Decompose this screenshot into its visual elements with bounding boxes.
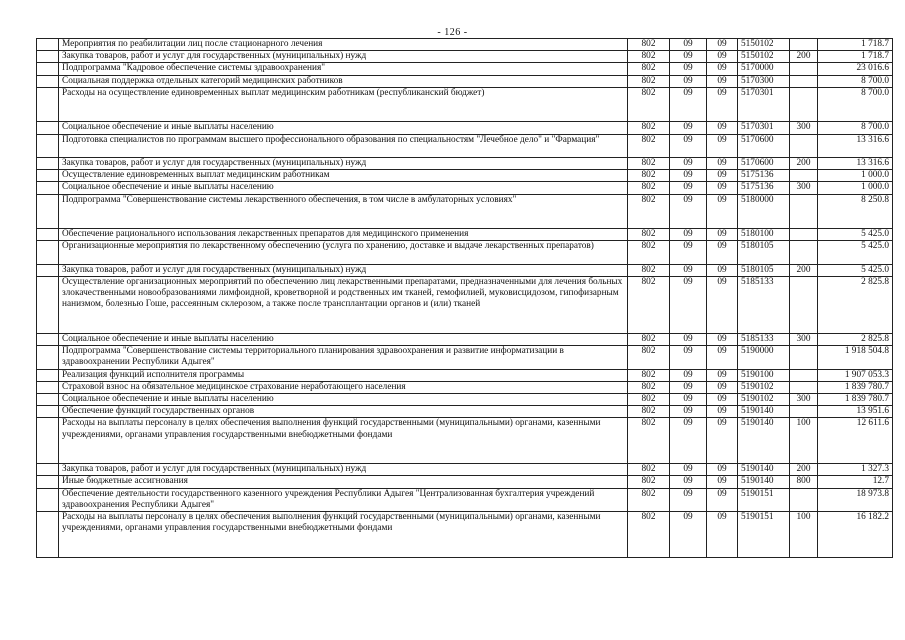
expense-name-cell: Закупка товаров, работ и услуг для государственных (муниципальных) нужд [59, 464, 628, 476]
row-marker-cell [37, 87, 59, 122]
department-code-cell: 802 [628, 418, 670, 464]
expense-name-cell: Страховой взнос на обязательное медицинское страхование неработающего населения [59, 381, 628, 393]
expense-type-cell: 300 [790, 334, 818, 346]
department-code-cell: 802 [628, 346, 670, 369]
subsection-code-cell: 09 [707, 170, 738, 182]
subsection-code-cell: 09 [707, 51, 738, 63]
section-code-cell: 09 [670, 346, 707, 369]
department-code-cell: 802 [628, 381, 670, 393]
budget-table [36, 38, 893, 558]
amount-cell: 13 316.6 [818, 134, 893, 157]
amount-cell: 5 425.0 [818, 241, 893, 264]
row-marker-cell [37, 334, 59, 346]
expense-name-cell: Социальное обеспечение и иные выплаты населению [59, 394, 628, 406]
section-code-cell: 09 [670, 512, 707, 558]
subsection-code-cell: 09 [707, 122, 738, 134]
row-marker-cell [37, 488, 59, 511]
amount-cell: 1 000.0 [818, 182, 893, 194]
amount-cell: 13 951.6 [818, 406, 893, 418]
section-code-cell: 09 [670, 182, 707, 194]
expense-name-cell: Расходы на выплаты персоналу в целях обеспечения выполнения функций государственными (муниципальными) органами, казенными учреждениями, органами управления государственными внебюджетными фондами [59, 418, 628, 464]
target-article-cell: 5190102 [738, 381, 790, 393]
section-code-cell: 09 [670, 264, 707, 276]
target-article-cell: 5170301 [738, 87, 790, 122]
department-code-cell: 802 [628, 464, 670, 476]
expense-type-cell [790, 406, 818, 418]
subsection-code-cell: 09 [707, 229, 738, 241]
table-row [37, 194, 893, 229]
department-code-cell: 802 [628, 51, 670, 63]
table-row [37, 277, 893, 334]
section-code-cell: 09 [670, 194, 707, 229]
section-code-cell: 09 [670, 51, 707, 63]
expense-type-cell: 300 [790, 122, 818, 134]
section-code-cell: 09 [670, 122, 707, 134]
department-code-cell: 802 [628, 158, 670, 170]
section-code-cell: 09 [670, 87, 707, 122]
section-code-cell: 09 [670, 134, 707, 157]
table-row [37, 369, 893, 381]
amount-cell: 23 016.6 [818, 63, 893, 75]
subsection-code-cell: 09 [707, 277, 738, 334]
section-code-cell: 09 [670, 418, 707, 464]
subsection-code-cell: 09 [707, 512, 738, 558]
target-article-cell: 5170600 [738, 158, 790, 170]
subsection-code-cell: 09 [707, 369, 738, 381]
target-article-cell: 5180100 [738, 229, 790, 241]
target-article-cell: 5190102 [738, 394, 790, 406]
department-code-cell: 802 [628, 229, 670, 241]
row-marker-cell [37, 369, 59, 381]
expense-type-cell [790, 229, 818, 241]
target-article-cell: 5190140 [738, 406, 790, 418]
table-row [37, 512, 893, 558]
table-row [37, 418, 893, 464]
subsection-code-cell: 09 [707, 87, 738, 122]
row-marker-cell [37, 63, 59, 75]
row-marker-cell [37, 75, 59, 87]
department-code-cell: 802 [628, 194, 670, 229]
department-code-cell: 802 [628, 241, 670, 264]
target-article-cell: 5170000 [738, 63, 790, 75]
row-marker-cell [37, 241, 59, 264]
row-marker-cell [37, 512, 59, 558]
amount-cell: 18 973.8 [818, 488, 893, 511]
table-row [37, 51, 893, 63]
row-marker-cell [37, 381, 59, 393]
target-article-cell: 5150102 [738, 51, 790, 63]
amount-cell: 1 907 053.3 [818, 369, 893, 381]
subsection-code-cell: 09 [707, 182, 738, 194]
amount-cell: 8 700.0 [818, 122, 893, 134]
expense-name-cell: Социальное обеспечение и иные выплаты населению [59, 334, 628, 346]
table-row [37, 170, 893, 182]
expense-type-cell: 300 [790, 182, 818, 194]
expense-type-cell [790, 241, 818, 264]
expense-type-cell [790, 39, 818, 51]
row-marker-cell [37, 476, 59, 488]
target-article-cell: 5180105 [738, 241, 790, 264]
amount-cell: 16 182.2 [818, 512, 893, 558]
expense-name-cell: Организационные мероприятия по лекарственному обеспечению (услуга по хранению, доставке и выдаче лекарственных препаратов) [59, 241, 628, 264]
section-code-cell: 09 [670, 241, 707, 264]
department-code-cell: 802 [628, 394, 670, 406]
expense-name-cell: Социальное обеспечение и иные выплаты населению [59, 122, 628, 134]
amount-cell: 1 718.7 [818, 51, 893, 63]
subsection-code-cell: 09 [707, 406, 738, 418]
expense-type-cell [790, 277, 818, 334]
expense-type-cell: 800 [790, 476, 818, 488]
section-code-cell: 09 [670, 63, 707, 75]
subsection-code-cell: 09 [707, 488, 738, 511]
table-row [37, 182, 893, 194]
section-code-cell: 09 [670, 170, 707, 182]
target-article-cell: 5180105 [738, 264, 790, 276]
target-article-cell: 5190000 [738, 346, 790, 369]
expense-name-cell: Подготовка специалистов по программам высшего профессионального образования по специальностям "Лечебное дело" и "Фармация" [59, 134, 628, 157]
expense-name-cell: Осуществление единовременных выплат медицинским работникам [59, 170, 628, 182]
row-marker-cell [37, 346, 59, 369]
expense-name-cell: Социальная поддержка отдельных категорий медицинских работников [59, 75, 628, 87]
target-article-cell: 5190151 [738, 512, 790, 558]
amount-cell: 1 918 504.8 [818, 346, 893, 369]
row-marker-cell [37, 122, 59, 134]
expense-name-cell: Реализация функций исполнителя программы [59, 369, 628, 381]
target-article-cell: 5170301 [738, 122, 790, 134]
expense-name-cell: Подпрограмма "Совершенствование системы лекарственного обеспечения, в том числе в амбулаторных условиях" [59, 194, 628, 229]
target-article-cell: 5175136 [738, 182, 790, 194]
table-row [37, 122, 893, 134]
table-row [37, 229, 893, 241]
subsection-code-cell: 09 [707, 158, 738, 170]
subsection-code-cell: 09 [707, 464, 738, 476]
table-row [37, 381, 893, 393]
amount-cell: 12.7 [818, 476, 893, 488]
amount-cell: 5 425.0 [818, 264, 893, 276]
amount-cell: 1 327.3 [818, 464, 893, 476]
expense-name-cell: Подпрограмма "Совершенствование системы территориального планирования здравоохранения и развитие информатизации в здравоохранении Республики Адыгея" [59, 346, 628, 369]
table-row [37, 488, 893, 511]
subsection-code-cell: 09 [707, 381, 738, 393]
expense-type-cell [790, 488, 818, 511]
subsection-code-cell: 09 [707, 194, 738, 229]
row-marker-cell [37, 464, 59, 476]
amount-cell: 8 700.0 [818, 87, 893, 122]
expense-name-cell: Обеспечение рационального использования лекарственных препаратов для медицинского применения [59, 229, 628, 241]
department-code-cell: 802 [628, 87, 670, 122]
expense-type-cell: 200 [790, 51, 818, 63]
section-code-cell: 09 [670, 277, 707, 334]
expense-name-cell: Иные бюджетные ассигнования [59, 476, 628, 488]
expense-type-cell: 200 [790, 464, 818, 476]
expense-type-cell: 300 [790, 394, 818, 406]
table-row [37, 346, 893, 369]
section-code-cell: 09 [670, 158, 707, 170]
department-code-cell: 802 [628, 182, 670, 194]
subsection-code-cell: 09 [707, 346, 738, 369]
amount-cell: 5 425.0 [818, 229, 893, 241]
expense-name-cell: Закупка товаров, работ и услуг для государственных (муниципальных) нужд [59, 51, 628, 63]
table-row [37, 158, 893, 170]
table-row [37, 75, 893, 87]
row-marker-cell [37, 229, 59, 241]
department-code-cell: 802 [628, 476, 670, 488]
department-code-cell: 802 [628, 277, 670, 334]
table-row [37, 394, 893, 406]
row-marker-cell [37, 264, 59, 276]
table-row [37, 476, 893, 488]
department-code-cell: 802 [628, 63, 670, 75]
department-code-cell: 802 [628, 264, 670, 276]
section-code-cell: 09 [670, 381, 707, 393]
expense-name-cell: Подпрограмма "Кадровое обеспечение системы здравоохранения" [59, 63, 628, 75]
expense-name-cell: Осуществление организационных мероприятий по обеспечению лиц лекарственными препаратами, предназначенными для лечения больных злокачественными новообразованиями лимфоидной, кроветворной и родственных им тканей, гемофилией, муковисцидозом, гипофизарным нанизмом, болезнью Гоше, рассеянным склерозом, а также после трансплантации органов и (или) тканей [59, 277, 628, 334]
table-row [37, 63, 893, 75]
expense-type-cell [790, 346, 818, 369]
expense-name-cell: Обеспечение деятельности государственного казенного учреждения Республики Адыгея "Централизованная бухгалтерия учреждений здравоохранения Республики Адыгея" [59, 488, 628, 511]
department-code-cell: 802 [628, 512, 670, 558]
row-marker-cell [37, 170, 59, 182]
expense-type-cell [790, 369, 818, 381]
section-code-cell: 09 [670, 488, 707, 511]
expense-name-cell: Обеспечение функций государственных органов [59, 406, 628, 418]
target-article-cell: 5185133 [738, 277, 790, 334]
budget-table-body [37, 39, 893, 558]
amount-cell: 8 700.0 [818, 75, 893, 87]
amount-cell: 2 825.8 [818, 334, 893, 346]
row-marker-cell [37, 134, 59, 157]
target-article-cell: 5190140 [738, 418, 790, 464]
expense-type-cell: 200 [790, 264, 818, 276]
table-row [37, 464, 893, 476]
subsection-code-cell: 09 [707, 75, 738, 87]
expense-type-cell: 100 [790, 418, 818, 464]
expense-name-cell: Расходы на осуществление единовременных выплат медицинским работникам (республиканский бюджет) [59, 87, 628, 122]
expense-name-cell: Закупка товаров, работ и услуг для государственных (муниципальных) нужд [59, 158, 628, 170]
row-marker-cell [37, 182, 59, 194]
department-code-cell: 802 [628, 75, 670, 87]
row-marker-cell [37, 277, 59, 334]
expense-type-cell [790, 194, 818, 229]
target-article-cell: 5190140 [738, 464, 790, 476]
target-article-cell: 5190151 [738, 488, 790, 511]
table-row [37, 241, 893, 264]
department-code-cell: 802 [628, 369, 670, 381]
row-marker-cell [37, 158, 59, 170]
expense-type-cell [790, 134, 818, 157]
section-code-cell: 09 [670, 394, 707, 406]
target-article-cell: 5190100 [738, 369, 790, 381]
amount-cell: 1 718.7 [818, 39, 893, 51]
table-row [37, 334, 893, 346]
section-code-cell: 09 [670, 406, 707, 418]
expense-type-cell: 100 [790, 512, 818, 558]
department-code-cell: 802 [628, 406, 670, 418]
expense-name-cell: Закупка товаров, работ и услуг для государственных (муниципальных) нужд [59, 264, 628, 276]
department-code-cell: 802 [628, 488, 670, 511]
expense-type-cell [790, 381, 818, 393]
target-article-cell: 5180000 [738, 194, 790, 229]
row-marker-cell [37, 39, 59, 51]
department-code-cell: 802 [628, 134, 670, 157]
target-article-cell: 5185133 [738, 334, 790, 346]
amount-cell: 13 316.6 [818, 158, 893, 170]
subsection-code-cell: 09 [707, 63, 738, 75]
expense-name-cell: Расходы на выплаты персоналу в целях обеспечения выполнения функций государственными (муниципальными) органами, казенными учреждениями, органами управления государственными внебюджетными фондами [59, 512, 628, 558]
expense-type-cell: 200 [790, 158, 818, 170]
subsection-code-cell: 09 [707, 418, 738, 464]
row-marker-cell [37, 418, 59, 464]
amount-cell: 1 839 780.7 [818, 381, 893, 393]
department-code-cell: 802 [628, 334, 670, 346]
department-code-cell: 802 [628, 170, 670, 182]
subsection-code-cell: 09 [707, 476, 738, 488]
target-article-cell: 5150102 [738, 39, 790, 51]
row-marker-cell [37, 51, 59, 63]
subsection-code-cell: 09 [707, 241, 738, 264]
row-marker-cell [37, 394, 59, 406]
expense-type-cell [790, 75, 818, 87]
department-code-cell: 802 [628, 39, 670, 51]
target-article-cell: 5190140 [738, 476, 790, 488]
section-code-cell: 09 [670, 464, 707, 476]
section-code-cell: 09 [670, 476, 707, 488]
amount-cell: 12 611.6 [818, 418, 893, 464]
subsection-code-cell: 09 [707, 334, 738, 346]
subsection-code-cell: 09 [707, 134, 738, 157]
section-code-cell: 09 [670, 39, 707, 51]
expense-type-cell [790, 170, 818, 182]
target-article-cell: 5175136 [738, 170, 790, 182]
table-row [37, 264, 893, 276]
subsection-code-cell: 09 [707, 264, 738, 276]
subsection-code-cell: 09 [707, 39, 738, 51]
table-row [37, 406, 893, 418]
department-code-cell: 802 [628, 122, 670, 134]
row-marker-cell [37, 406, 59, 418]
expense-type-cell [790, 87, 818, 122]
table-row [37, 39, 893, 51]
target-article-cell: 5170300 [738, 75, 790, 87]
table-row [37, 87, 893, 122]
row-marker-cell [37, 194, 59, 229]
amount-cell: 2 825.8 [818, 277, 893, 334]
section-code-cell: 09 [670, 369, 707, 381]
subsection-code-cell: 09 [707, 394, 738, 406]
table-row [37, 134, 893, 157]
target-article-cell: 5170600 [738, 134, 790, 157]
amount-cell: 1 000.0 [818, 170, 893, 182]
section-code-cell: 09 [670, 334, 707, 346]
section-code-cell: 09 [670, 75, 707, 87]
expense-name-cell: Социальное обеспечение и иные выплаты населению [59, 182, 628, 194]
amount-cell: 8 250.8 [818, 194, 893, 229]
expense-type-cell [790, 63, 818, 75]
page-number: - 126 - [437, 27, 468, 38]
expense-name-cell: Мероприятия по реабилитации лиц после стационарного лечения [59, 39, 628, 51]
amount-cell: 1 839 780.7 [818, 394, 893, 406]
section-code-cell: 09 [670, 229, 707, 241]
